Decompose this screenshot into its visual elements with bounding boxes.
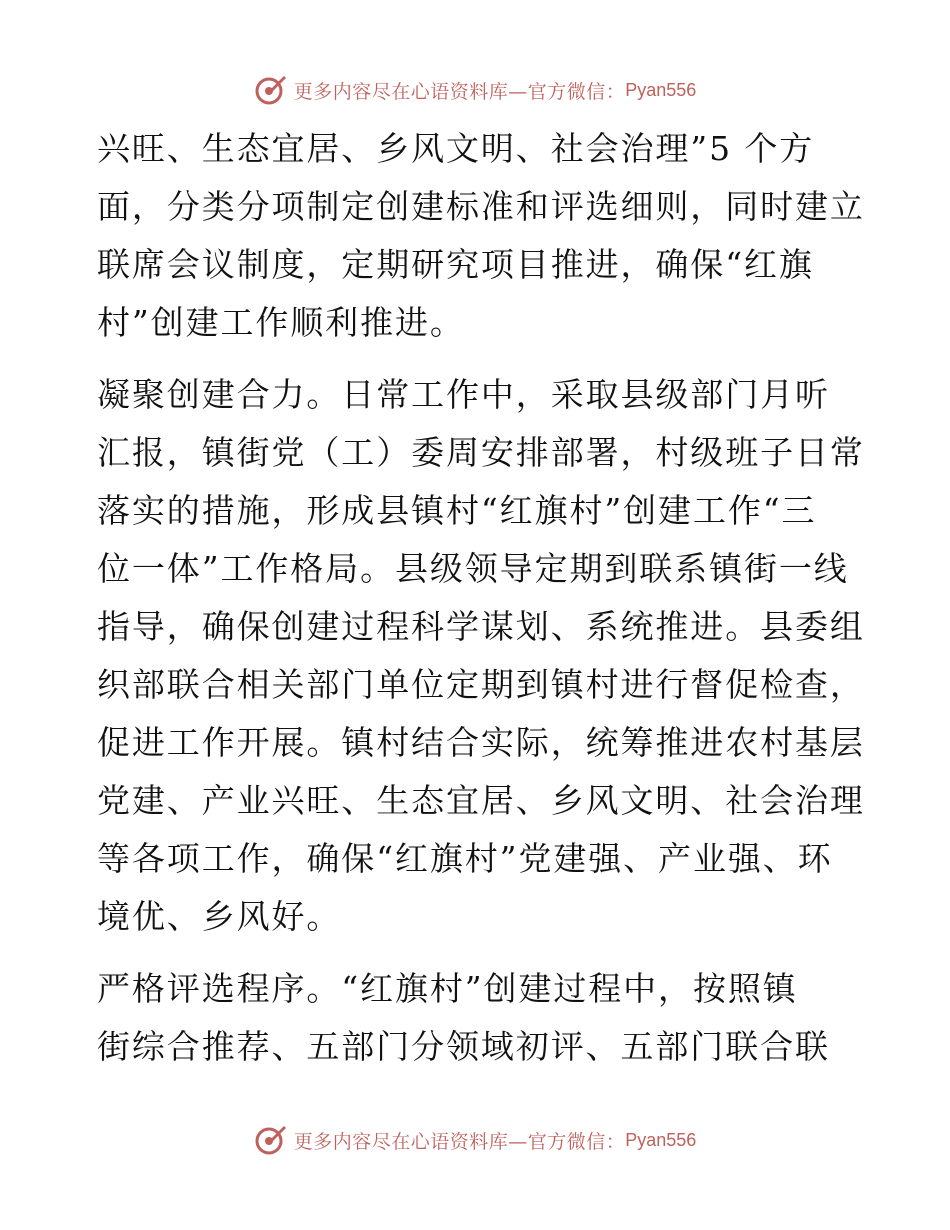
- text-line: 织部联合相关部门单位定期到镇村进行督促检查，: [97, 665, 865, 704]
- pen-logo-icon: [254, 73, 288, 107]
- text-line: 凝聚创建合力。日常工作中，采取县级部门月听: [97, 375, 830, 414]
- text-line: 面，分类分项制定创建标准和评选细则，同时建立: [97, 187, 865, 226]
- text-line: 等各项工作，确保“红旗村”党建强、产业强、环: [97, 839, 833, 878]
- text-line: 兴旺、生态宜居、乡风文明、社会治理”5 个方: [97, 129, 815, 168]
- text-line: 指导，确保创建过程科学谋划、系统推进。县委组: [97, 607, 865, 646]
- text-line: 党建、产业兴旺、生态宜居、乡风文明、社会治理: [97, 781, 865, 820]
- paragraph: [97, 120, 865, 352]
- text-line: 促进工作开展。镇村结合实际，统筹推进农村基层: [97, 723, 865, 762]
- document-body: [97, 120, 865, 1076]
- text-line: 联席会议制度，定期研究项目推进，确保“红旗: [97, 245, 814, 284]
- watermark-footer: [0, 1120, 950, 1160]
- watermark-contact: Pyan556: [625, 1129, 697, 1150]
- pen-logo-icon: [254, 1123, 288, 1157]
- text-line: 境优、乡风好。: [97, 897, 342, 936]
- watermark-contact: Pyan556: [625, 79, 697, 100]
- text-line: 街综合推荐、五部门分领域初评、五部门联合联: [97, 1027, 830, 1066]
- text-line: 汇报，镇街党（工）委周安排部署，村级班子日常: [97, 433, 865, 472]
- text-line: 村”创建工作顺利推进。: [97, 303, 465, 342]
- paragraph: [97, 366, 865, 946]
- watermark-text: 更多内容尽在心语资料库—官方微信：: [293, 1130, 626, 1153]
- paragraph: [97, 960, 849, 1076]
- watermark-text: 更多内容尽在心语资料库—官方微信：: [293, 80, 626, 103]
- watermark-header: [0, 70, 950, 110]
- text-line: 严格评选程序。“红旗村”创建过程中，按照镇: [97, 969, 798, 1008]
- text-line: 位一体”工作格局。县级领导定期到联系镇街一线: [97, 549, 849, 588]
- text-line: 落实的措施，形成县镇村“红旗村”创建工作“三: [97, 491, 817, 530]
